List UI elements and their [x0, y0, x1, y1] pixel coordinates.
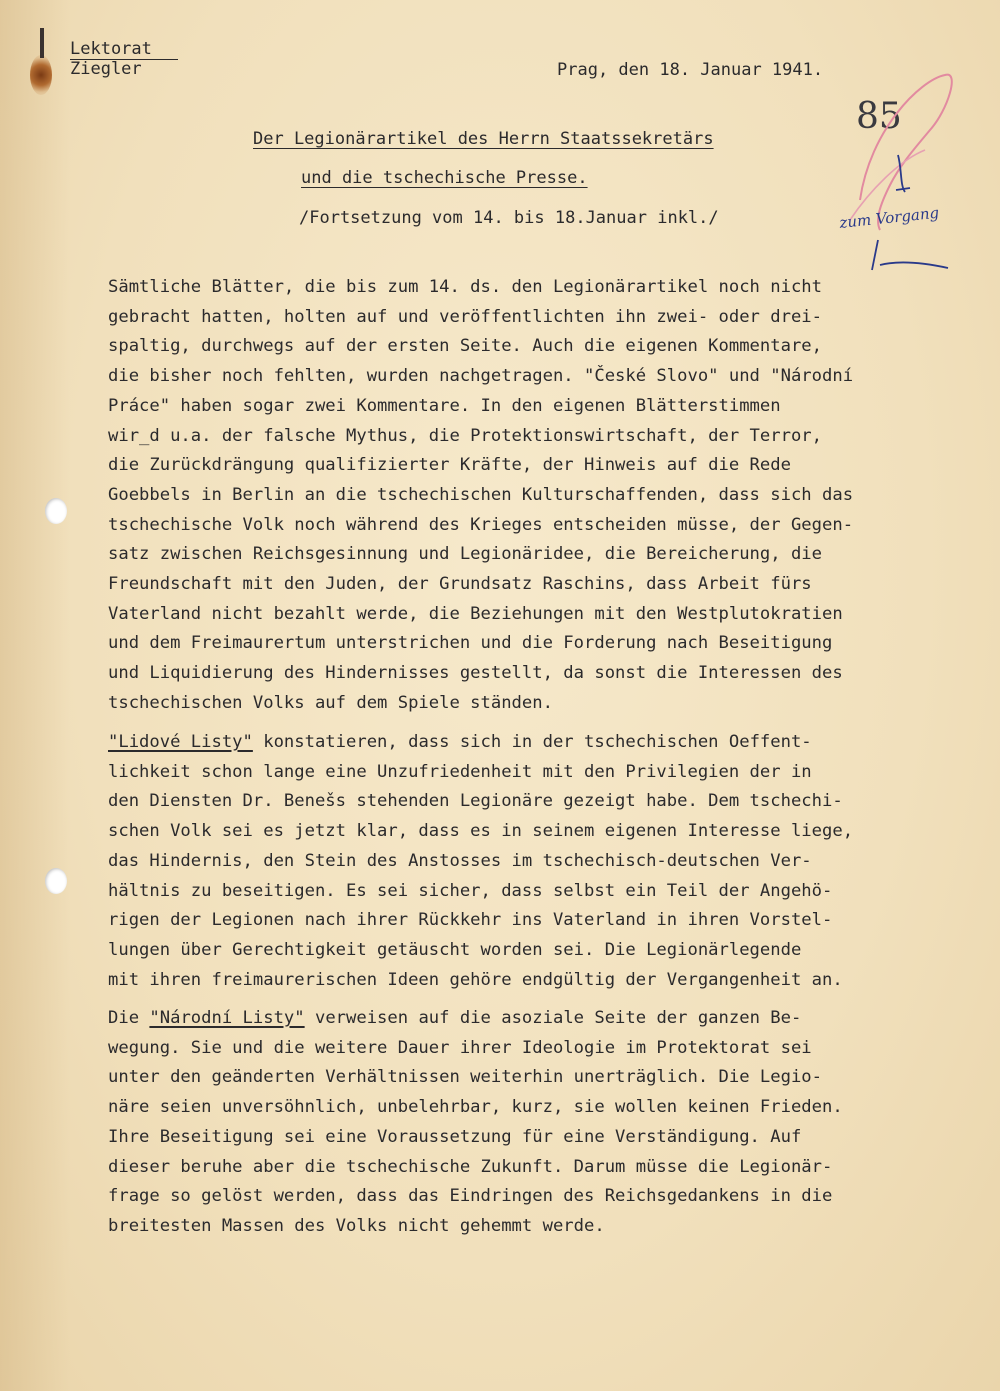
text-line: die bisher noch fehlten, wurden nachgetragen. "České Slovo" und "Národní — [108, 366, 854, 387]
blue-ink-mark — [896, 155, 910, 192]
text-line: mit ihren freimaurerischen Ideen gehöre endgültig der Vergangenheit an. — [108, 969, 843, 990]
paragraph-2 — [108, 728, 988, 995]
paragraph-1 — [108, 273, 988, 719]
newspaper-name: "Národní Listy" — [149, 1008, 305, 1028]
text-line: Práce" haben sogar zwei Kommentare. In den eigenen Blätterstimmen — [108, 395, 781, 416]
text-line: rigen der Legionen nach ihrer Rückkehr ins Vaterland in ihren Vorstel- — [108, 910, 833, 931]
text-line: und dem Freimaurertum unterstrichen und die Forderung nach Beseitigung — [108, 633, 833, 654]
text-line: schen Volk sei es jetzt klar, dass es in seinem eigenen Interesse liege, — [108, 821, 854, 842]
text-line: dieser beruhe aber die tschechische Zukunft. Darum müsse die Legionär- — [108, 1156, 833, 1177]
text-fragment: Die — [108, 1008, 150, 1028]
text-line: die Zurückdrängung qualifizierter Kräfte, der Hinweis auf die Rede — [108, 455, 791, 476]
title-line-1: Der Legionärartikel des Herrn Staatssekretärs — [253, 129, 714, 149]
text-line: breitesten Massen des Volks nicht gehemmt werde. — [108, 1215, 605, 1236]
date-line: Prag, den 18. Januar 1941. — [557, 60, 824, 80]
text-line: frage so gelöst werden, dass das Eindringen des Reichsgedankens in die — [108, 1186, 833, 1207]
text-line: unter den geänderten Verhältnissen weiterhin unerträglich. Die Legio- — [108, 1067, 822, 1088]
text-line: Ihre Beseitigung sei eine Voraussetzung für eine Verständigung. Auf — [108, 1126, 802, 1147]
text-line: satz zwischen Reichsgesinnung und Legionäridee, die Bereicherung, die — [108, 544, 822, 565]
text-line: wir_d u.a. der falsche Mythus, die Protektionswirtschaft, der Terror, — [108, 425, 822, 446]
staple — [40, 28, 44, 58]
text-line: wegung. Sie und die weitere Dauer ihrer Ideologie im Protektorat sei — [108, 1037, 812, 1058]
text-line: und Liquidierung des Hindernisses gestellt, da sonst die Interessen des — [108, 663, 843, 684]
text-line: tschechische Volk noch während des Krieges entscheiden müsse, der Gegen- — [108, 514, 854, 535]
initials-mark — [872, 240, 948, 270]
text-line: Freundschaft mit den Juden, der Grundsatz Raschins, dass Arbeit fürs — [108, 574, 812, 595]
paragraph-3 — [108, 1004, 988, 1242]
author-label: Ziegler — [70, 59, 142, 79]
newspaper-name: "Lidové Listy" — [108, 732, 253, 752]
title-line-2: und die tschechische Presse. — [301, 168, 588, 188]
text-fragment: verweisen auf die asoziale Seite der ganzen Be- — [304, 1008, 802, 1028]
handwritten-note: zum Vorgang — [838, 203, 940, 232]
text-line: Sämtliche Blätter, die bis zum 14. ds. den Legionärartikel noch nicht — [108, 277, 822, 297]
text-line: den Diensten Dr. Benešs stehenden Legionäre gezeigt habe. Dem tschechi- — [108, 791, 843, 812]
page-edge-shading — [0, 0, 70, 1391]
text-line: spaltig, durchwegs auf der ersten Seite. Auch die eigenen Kommentare, — [108, 336, 822, 357]
text-line: näre seien unversöhnlich, unbelehrbar, kurz, sie wollen keinen Frieden. — [108, 1097, 843, 1118]
text-line: das Hindernis, den Stein des Anstosses im tschechisch-deutschen Ver- — [108, 850, 812, 871]
punch-hole-top — [45, 498, 67, 524]
text-line: lichkeit schon lange eine Unzufriedenheit mit den Privilegien der in — [108, 761, 812, 782]
punch-hole-bottom — [45, 868, 67, 894]
text-line: tschechischen Volks auf dem Spiele ständen. — [108, 692, 553, 713]
folio-number: 85 — [856, 96, 902, 137]
text-line: lungen über Gerechtigkeit getäuscht worden sei. Die Legionärlegende — [108, 939, 802, 960]
text-fragment: konstatieren, dass sich in der tschechischen Oeffent- — [252, 732, 812, 752]
rust-stain — [30, 55, 52, 95]
text-line: Goebbels in Berlin an die tschechischen Kulturschaffenden, dass sich das — [108, 484, 854, 505]
sender-block — [70, 40, 178, 79]
text-line: Vaterland nicht bezahlt werde, die Beziehungen mit den Westplutokratien — [108, 603, 843, 624]
text-line-first — [108, 728, 988, 758]
title-line-3: /Fortsetzung vom 14. bis 18.Januar inkl./ — [299, 208, 719, 228]
text-line-first — [108, 1004, 988, 1034]
department-label: Lektorat — [70, 40, 178, 60]
text-line: hältnis zu beseitigen. Es sei sicher, dass selbst ein Teil der Angehö- — [108, 880, 833, 901]
handwritten-annotation — [830, 70, 980, 280]
text-line: gebracht hatten, holten auf und veröffentlichten ihn zwei- oder drei- — [108, 306, 822, 327]
